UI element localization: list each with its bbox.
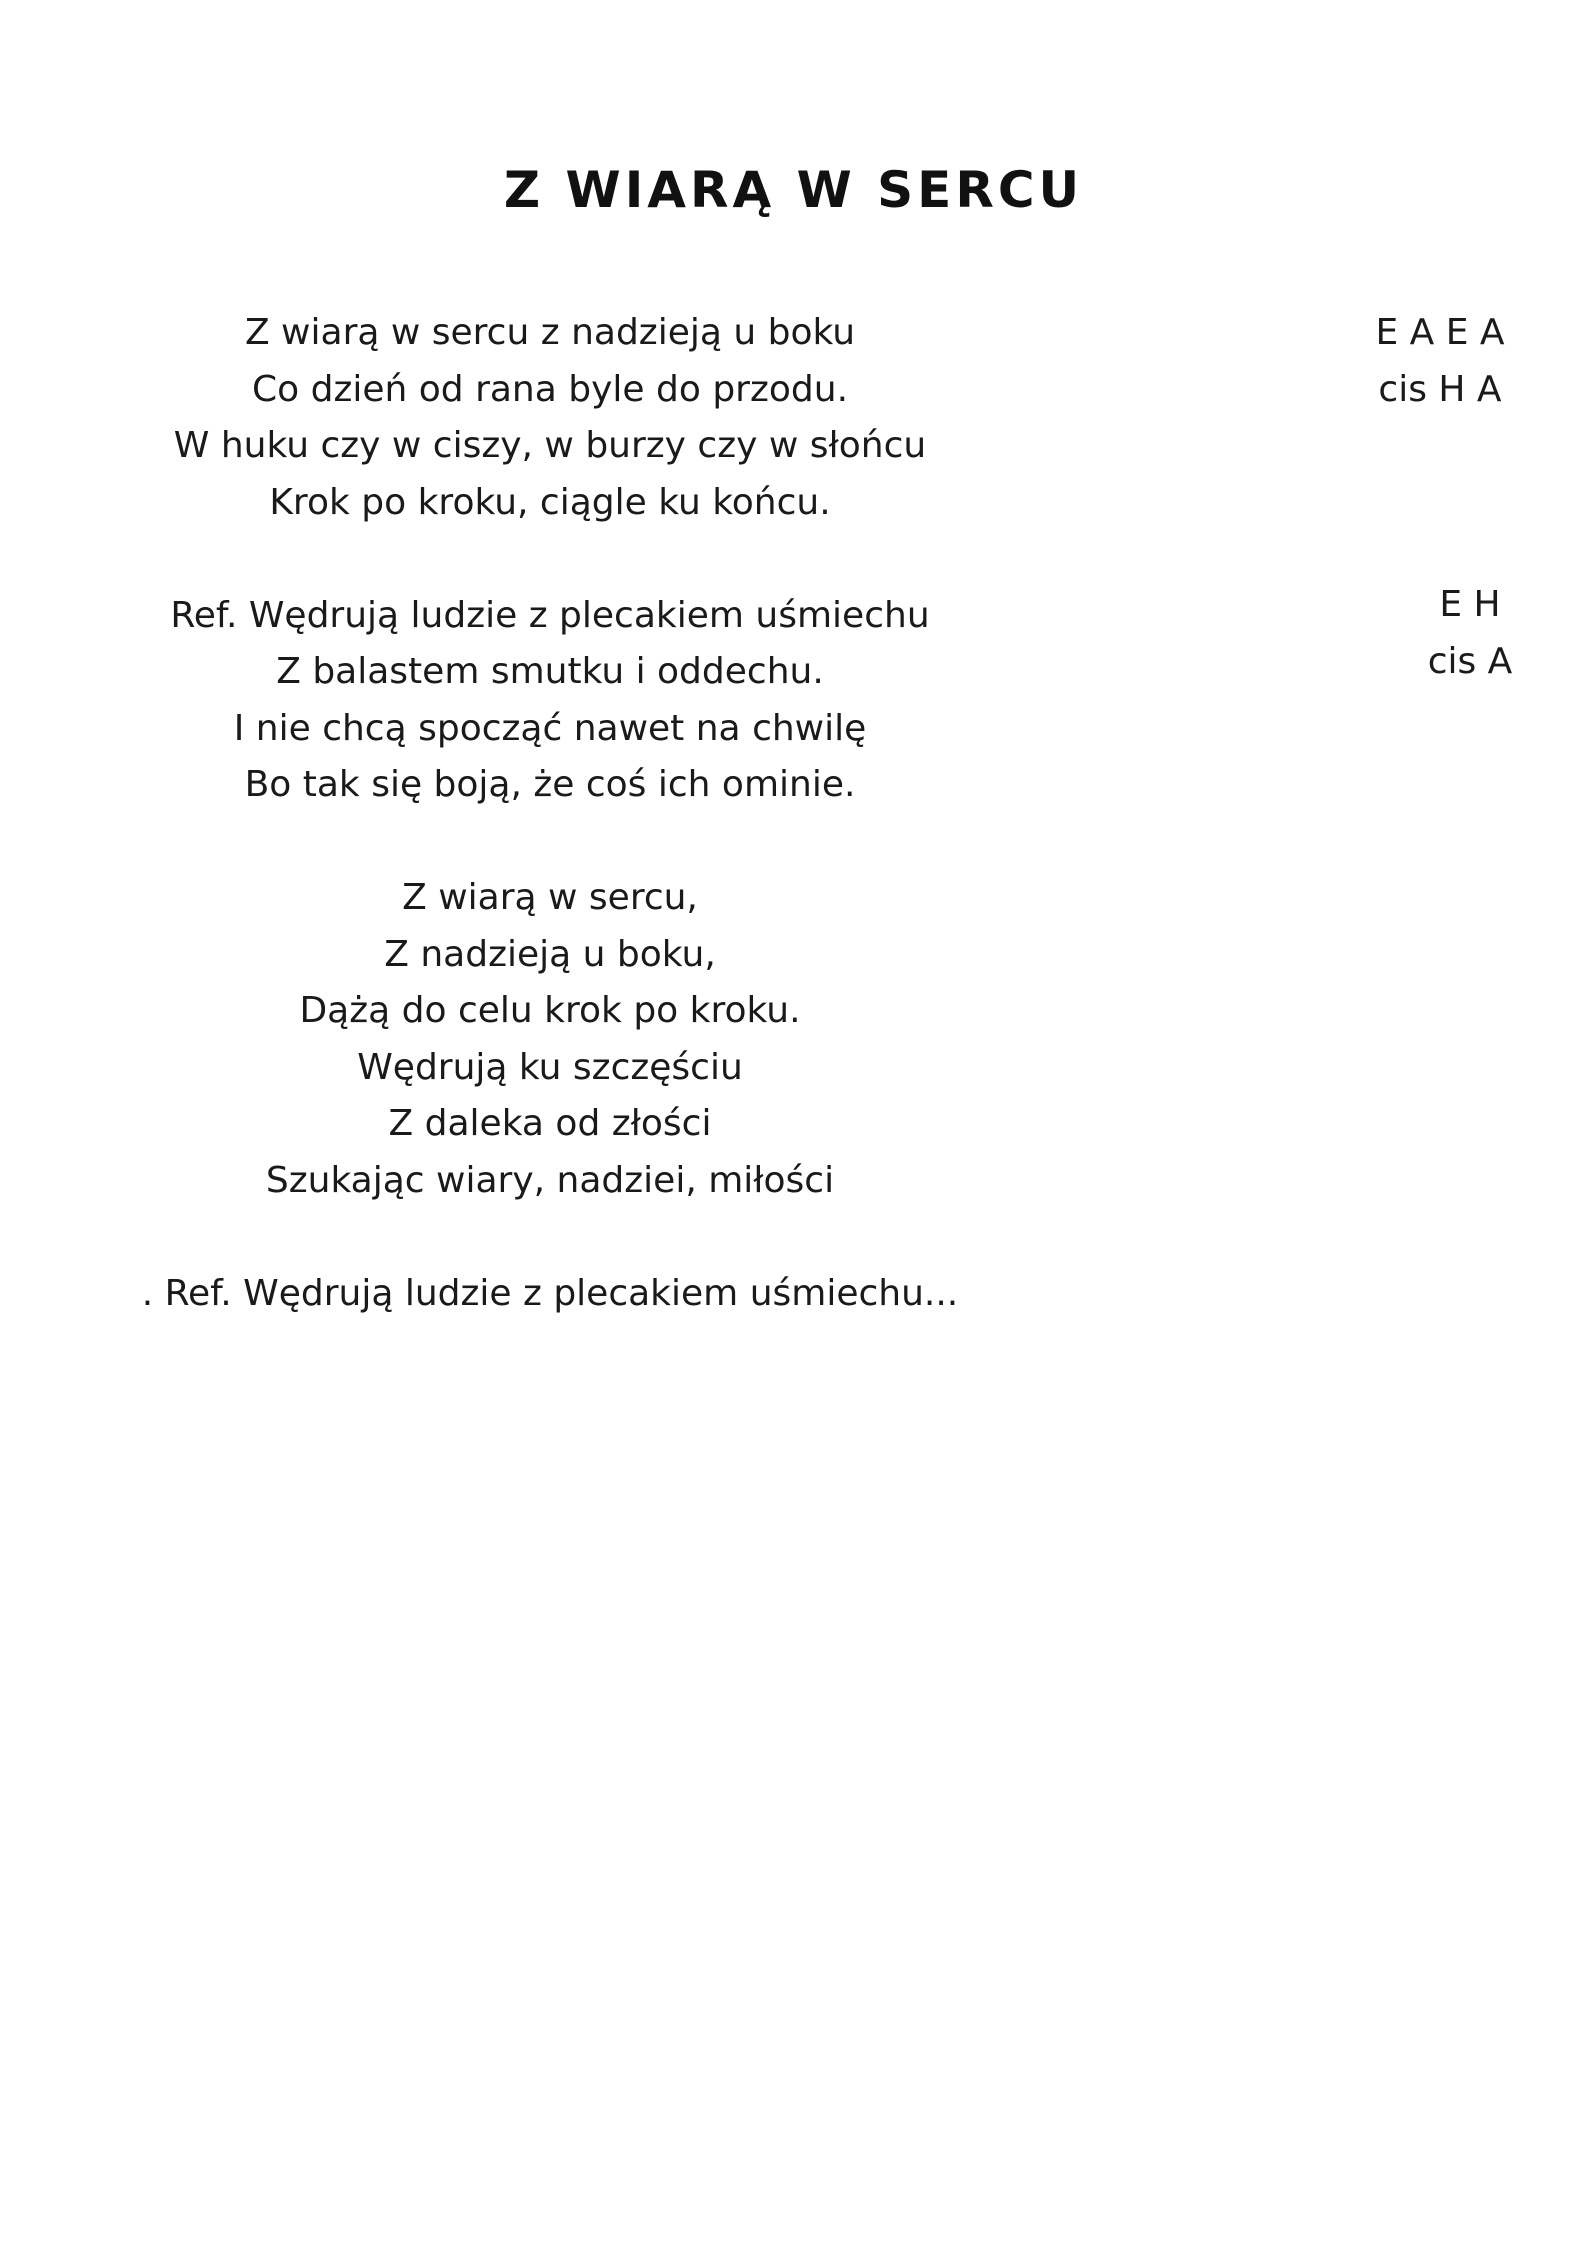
chorus-chords [1370, 577, 1570, 690]
song-title: Z WIARĄ W SERCU [503, 161, 1084, 219]
stanza-gap [140, 1209, 960, 1266]
chord-line: E A E A [1375, 312, 1505, 353]
lyric-line: Z wiarą w sercu z nadzieją u boku [244, 312, 856, 353]
chord-line: cis A [1427, 640, 1513, 682]
lyric-line: Z daleka od złości [388, 1103, 712, 1144]
chorus-line: I nie chcą spocząć nawet na chwilę [233, 707, 867, 749]
stanza-gap [140, 531, 960, 588]
lyric-line: Szukając wiary, nadziei, miłości [265, 1159, 835, 1201]
chord-line: E H [1439, 584, 1501, 625]
lyric-line: Co dzień od rana byle do przodu. [251, 368, 849, 410]
lyric-line: Krok po kroku, ciągle ku końcu. [269, 481, 831, 523]
chorus-line: Bo tak się boją, że coś ich ominie. [244, 764, 856, 805]
chorus-line: Z balastem smutku i oddechu. [276, 651, 824, 692]
stanza-gap [140, 814, 960, 871]
lyric-line: Z wiarą w sercu, [402, 877, 698, 918]
lyric-line: Dążą do celu krok po kroku. [299, 990, 801, 1031]
chorus-line: Ref. Wędrują ludzie z plecakiem uśmiechu [170, 594, 930, 636]
verse-chords [1340, 305, 1540, 418]
lyric-line: Z nadzieją u boku, [384, 933, 716, 975]
chord-line: cis H A [1378, 368, 1502, 410]
lyric-line: W huku czy w ciszy, w burzy czy w słońcu [173, 425, 927, 466]
lyrics-block [140, 305, 960, 1322]
chorus-repeat-line: . Ref. Wędrują ludzie z plecakiem uśmiechu... [141, 1272, 959, 1314]
lyric-line: Wędrują ku szczęściu [357, 1046, 743, 1088]
